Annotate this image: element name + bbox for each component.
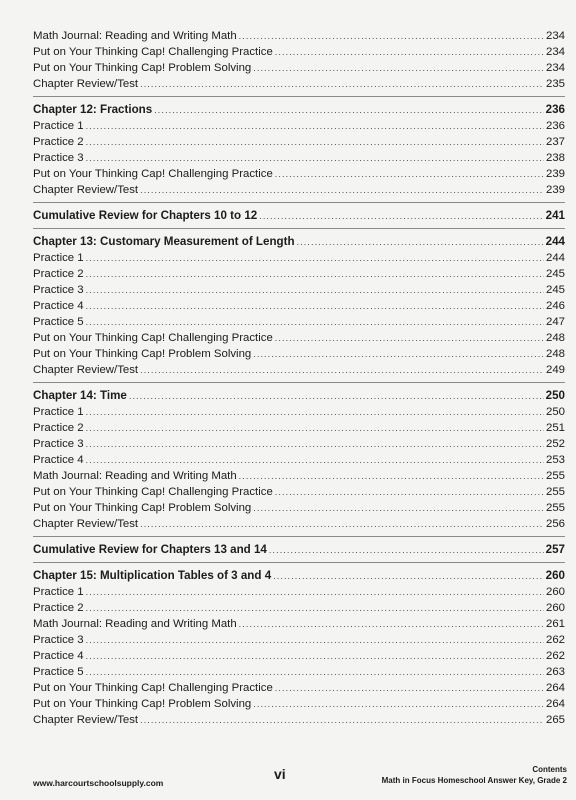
toc-entry-page: 264 [545,698,565,710]
toc-entry [33,680,565,696]
toc-entry [33,166,565,182]
toc-entry [33,60,565,76]
toc-entry [33,600,565,616]
toc-entry-title: Put on Your Thinking Cap! Problem Solving [33,348,252,360]
footer-book-title: Math in Focus Homeschool Answer Key, Grade 2 [381,776,567,785]
table-of-contents [33,28,565,728]
toc-chapter-heading [33,234,565,250]
toc-entry-page: 234 [545,30,565,42]
toc-entry-title: Put on Your Thinking Cap! Problem Solving [33,698,252,710]
dot-leader [86,134,544,150]
dot-leader [86,266,544,282]
toc-entry [33,500,565,516]
dot-leader [297,234,544,250]
section-divider [33,536,565,537]
toc-entry [33,484,565,500]
toc-chapter-heading [33,208,565,224]
dot-leader [253,346,544,362]
toc-entry-page: 244 [545,235,565,248]
dot-leader [275,484,544,500]
toc-entry [33,118,565,134]
toc-entry-title: Put on Your Thinking Cap! Challenging Practice [33,486,273,498]
toc-entry-title: Practice 2 [33,136,84,148]
dot-leader [140,182,544,198]
dot-leader [86,298,544,314]
toc-entry-page: 262 [545,650,565,662]
toc-entry-title: Practice 3 [33,438,84,450]
toc-entry-title: Cumulative Review for Chapters 10 to 12 [33,209,258,222]
toc-entry-page: 255 [545,502,565,514]
toc-entry-title: Chapter Review/Test [33,78,139,90]
toc-entry-page: 251 [545,422,565,434]
dot-leader [239,616,544,632]
toc-entry-page: 250 [545,406,565,418]
toc-entry-title: Practice 2 [33,422,84,434]
dot-leader [86,314,544,330]
toc-entry-page: 245 [545,284,565,296]
dot-leader [86,250,544,266]
toc-entry [33,282,565,298]
toc-entry-title: Put on Your Thinking Cap! Challenging Practice [33,168,273,180]
toc-entry-title: Practice 5 [33,666,84,678]
dot-leader [86,632,544,648]
toc-entry-title: Practice 3 [33,152,84,164]
dot-leader [253,60,544,76]
toc-entry [33,134,565,150]
toc-entry-title: Practice 3 [33,634,84,646]
dot-leader [129,388,544,404]
toc-entry [33,616,565,632]
toc-entry-page: 264 [545,682,565,694]
section-divider [33,562,565,563]
toc-entry-title: Chapter 15: Multiplication Tables of 3 and 4 [33,569,272,582]
toc-entry-page: 260 [545,569,565,582]
toc-entry-title: Practice 3 [33,284,84,296]
toc-entry [33,44,565,60]
dot-leader [86,118,544,134]
toc-entry [33,346,565,362]
toc-entry-page: 262 [545,634,565,646]
footer-page-number: vi [274,766,286,782]
toc-entry-title: Chapter 13: Customary Measurement of Length [33,235,295,248]
toc-entry [33,468,565,484]
toc-entry [33,330,565,346]
toc-entry [33,404,565,420]
toc-entry-page: 261 [545,618,565,630]
dot-leader [275,680,544,696]
dot-leader [259,208,543,224]
toc-entry-title: Practice 1 [33,252,84,264]
dot-leader [86,436,544,452]
toc-entry [33,584,565,600]
toc-entry [33,664,565,680]
footer-book-info [382,764,567,786]
toc-entry-page: 263 [545,666,565,678]
dot-leader [140,76,544,92]
toc-entry-page: 246 [545,300,565,312]
toc-entry-title: Practice 4 [33,300,84,312]
dot-leader [239,28,544,44]
dot-leader [275,44,544,60]
toc-chapter-heading [33,102,565,118]
dot-leader [253,500,544,516]
toc-entry-page: 248 [545,348,565,360]
toc-entry-title: Chapter 12: Fractions [33,103,153,116]
dot-leader [86,664,544,680]
toc-entry-page: 238 [545,152,565,164]
toc-entry-title: Math Journal: Reading and Writing Math [33,470,237,482]
toc-entry-page: 241 [545,209,565,222]
dot-leader [273,568,544,584]
toc-entry [33,362,565,378]
toc-entry-title: Practice 2 [33,268,84,280]
toc-entry-title: Chapter Review/Test [33,364,139,376]
toc-entry-title: Put on Your Thinking Cap! Challenging Practice [33,46,273,58]
toc-entry-page: 248 [545,332,565,344]
toc-entry-title: Chapter Review/Test [33,714,139,726]
toc-entry [33,250,565,266]
dot-leader [239,468,544,484]
dot-leader [86,150,544,166]
toc-entry-page: 236 [545,103,565,116]
toc-entry [33,436,565,452]
toc-entry-page: 235 [545,78,565,90]
toc-entry-title: Cumulative Review for Chapters 13 and 14 [33,543,267,556]
toc-entry-page: 239 [545,168,565,180]
toc-entry-title: Practice 1 [33,586,84,598]
toc-entry-page: 234 [545,46,565,58]
dot-leader [275,166,544,182]
toc-entry [33,696,565,712]
toc-entry-page: 257 [545,543,565,556]
toc-entry-title: Put on Your Thinking Cap! Challenging Practice [33,332,273,344]
toc-entry [33,182,565,198]
dot-leader [154,102,543,118]
toc-entry [33,712,565,728]
dot-leader [86,282,544,298]
dot-leader [253,696,544,712]
toc-entry [33,314,565,330]
toc-entry [33,266,565,282]
toc-entry-title: Chapter 14: Time [33,389,127,402]
toc-entry [33,420,565,436]
toc-entry-page: 252 [545,438,565,450]
section-divider [33,202,565,203]
toc-entry-title: Practice 5 [33,316,84,328]
toc-entry-title: Put on Your Thinking Cap! Problem Solving [33,62,252,74]
toc-entry-page: 247 [545,316,565,328]
toc-entry [33,516,565,532]
toc-entry-title: Practice 2 [33,602,84,614]
dot-leader [275,330,544,346]
toc-entry-title: Chapter Review/Test [33,184,139,196]
toc-entry-page: 234 [545,62,565,74]
toc-entry [33,648,565,664]
toc-entry-title: Practice 4 [33,454,84,466]
dot-leader [86,404,544,420]
section-divider [33,96,565,97]
toc-entry-title: Practice 4 [33,650,84,662]
section-divider [33,228,565,229]
toc-entry-page: 250 [545,389,565,402]
toc-chapter-heading [33,542,565,558]
toc-entry-page: 239 [545,184,565,196]
toc-entry-title: Chapter Review/Test [33,518,139,530]
toc-entry [33,76,565,92]
dot-leader [86,452,544,468]
toc-entry [33,632,565,648]
dot-leader [140,362,544,378]
toc-entry-title: Math Journal: Reading and Writing Math [33,30,237,42]
toc-entry-page: 253 [545,454,565,466]
toc-entry-page: 237 [545,136,565,148]
toc-entry [33,452,565,468]
toc-entry-page: 245 [545,268,565,280]
toc-entry-page: 255 [545,486,565,498]
toc-entry-title: Put on Your Thinking Cap! Problem Solving [33,502,252,514]
toc-entry-page: 256 [545,518,565,530]
section-divider [33,382,565,383]
toc-chapter-heading [33,568,565,584]
toc-entry-page: 255 [545,470,565,482]
toc-entry-page: 265 [545,714,565,726]
toc-entry [33,298,565,314]
dot-leader [269,542,544,558]
dot-leader [86,420,544,436]
dot-leader [140,516,544,532]
toc-entry-page: 249 [545,364,565,376]
footer-url: www.harcourtschoolsupply.com [33,778,164,788]
dot-leader [140,712,544,728]
toc-entry-title: Put on Your Thinking Cap! Challenging Practice [33,682,273,694]
toc-entry-page: 236 [545,120,565,132]
toc-entry-page: 260 [545,602,565,614]
toc-entry [33,150,565,166]
toc-entry [33,28,565,44]
toc-entry-title: Practice 1 [33,406,84,418]
dot-leader [86,600,544,616]
toc-entry-page: 260 [545,586,565,598]
toc-chapter-heading [33,388,565,404]
dot-leader [86,648,544,664]
toc-entry-page: 244 [545,252,565,264]
footer-section: Contents [532,765,567,774]
dot-leader [86,584,544,600]
toc-entry-title: Practice 1 [33,120,84,132]
toc-entry-title: Math Journal: Reading and Writing Math [33,618,237,630]
